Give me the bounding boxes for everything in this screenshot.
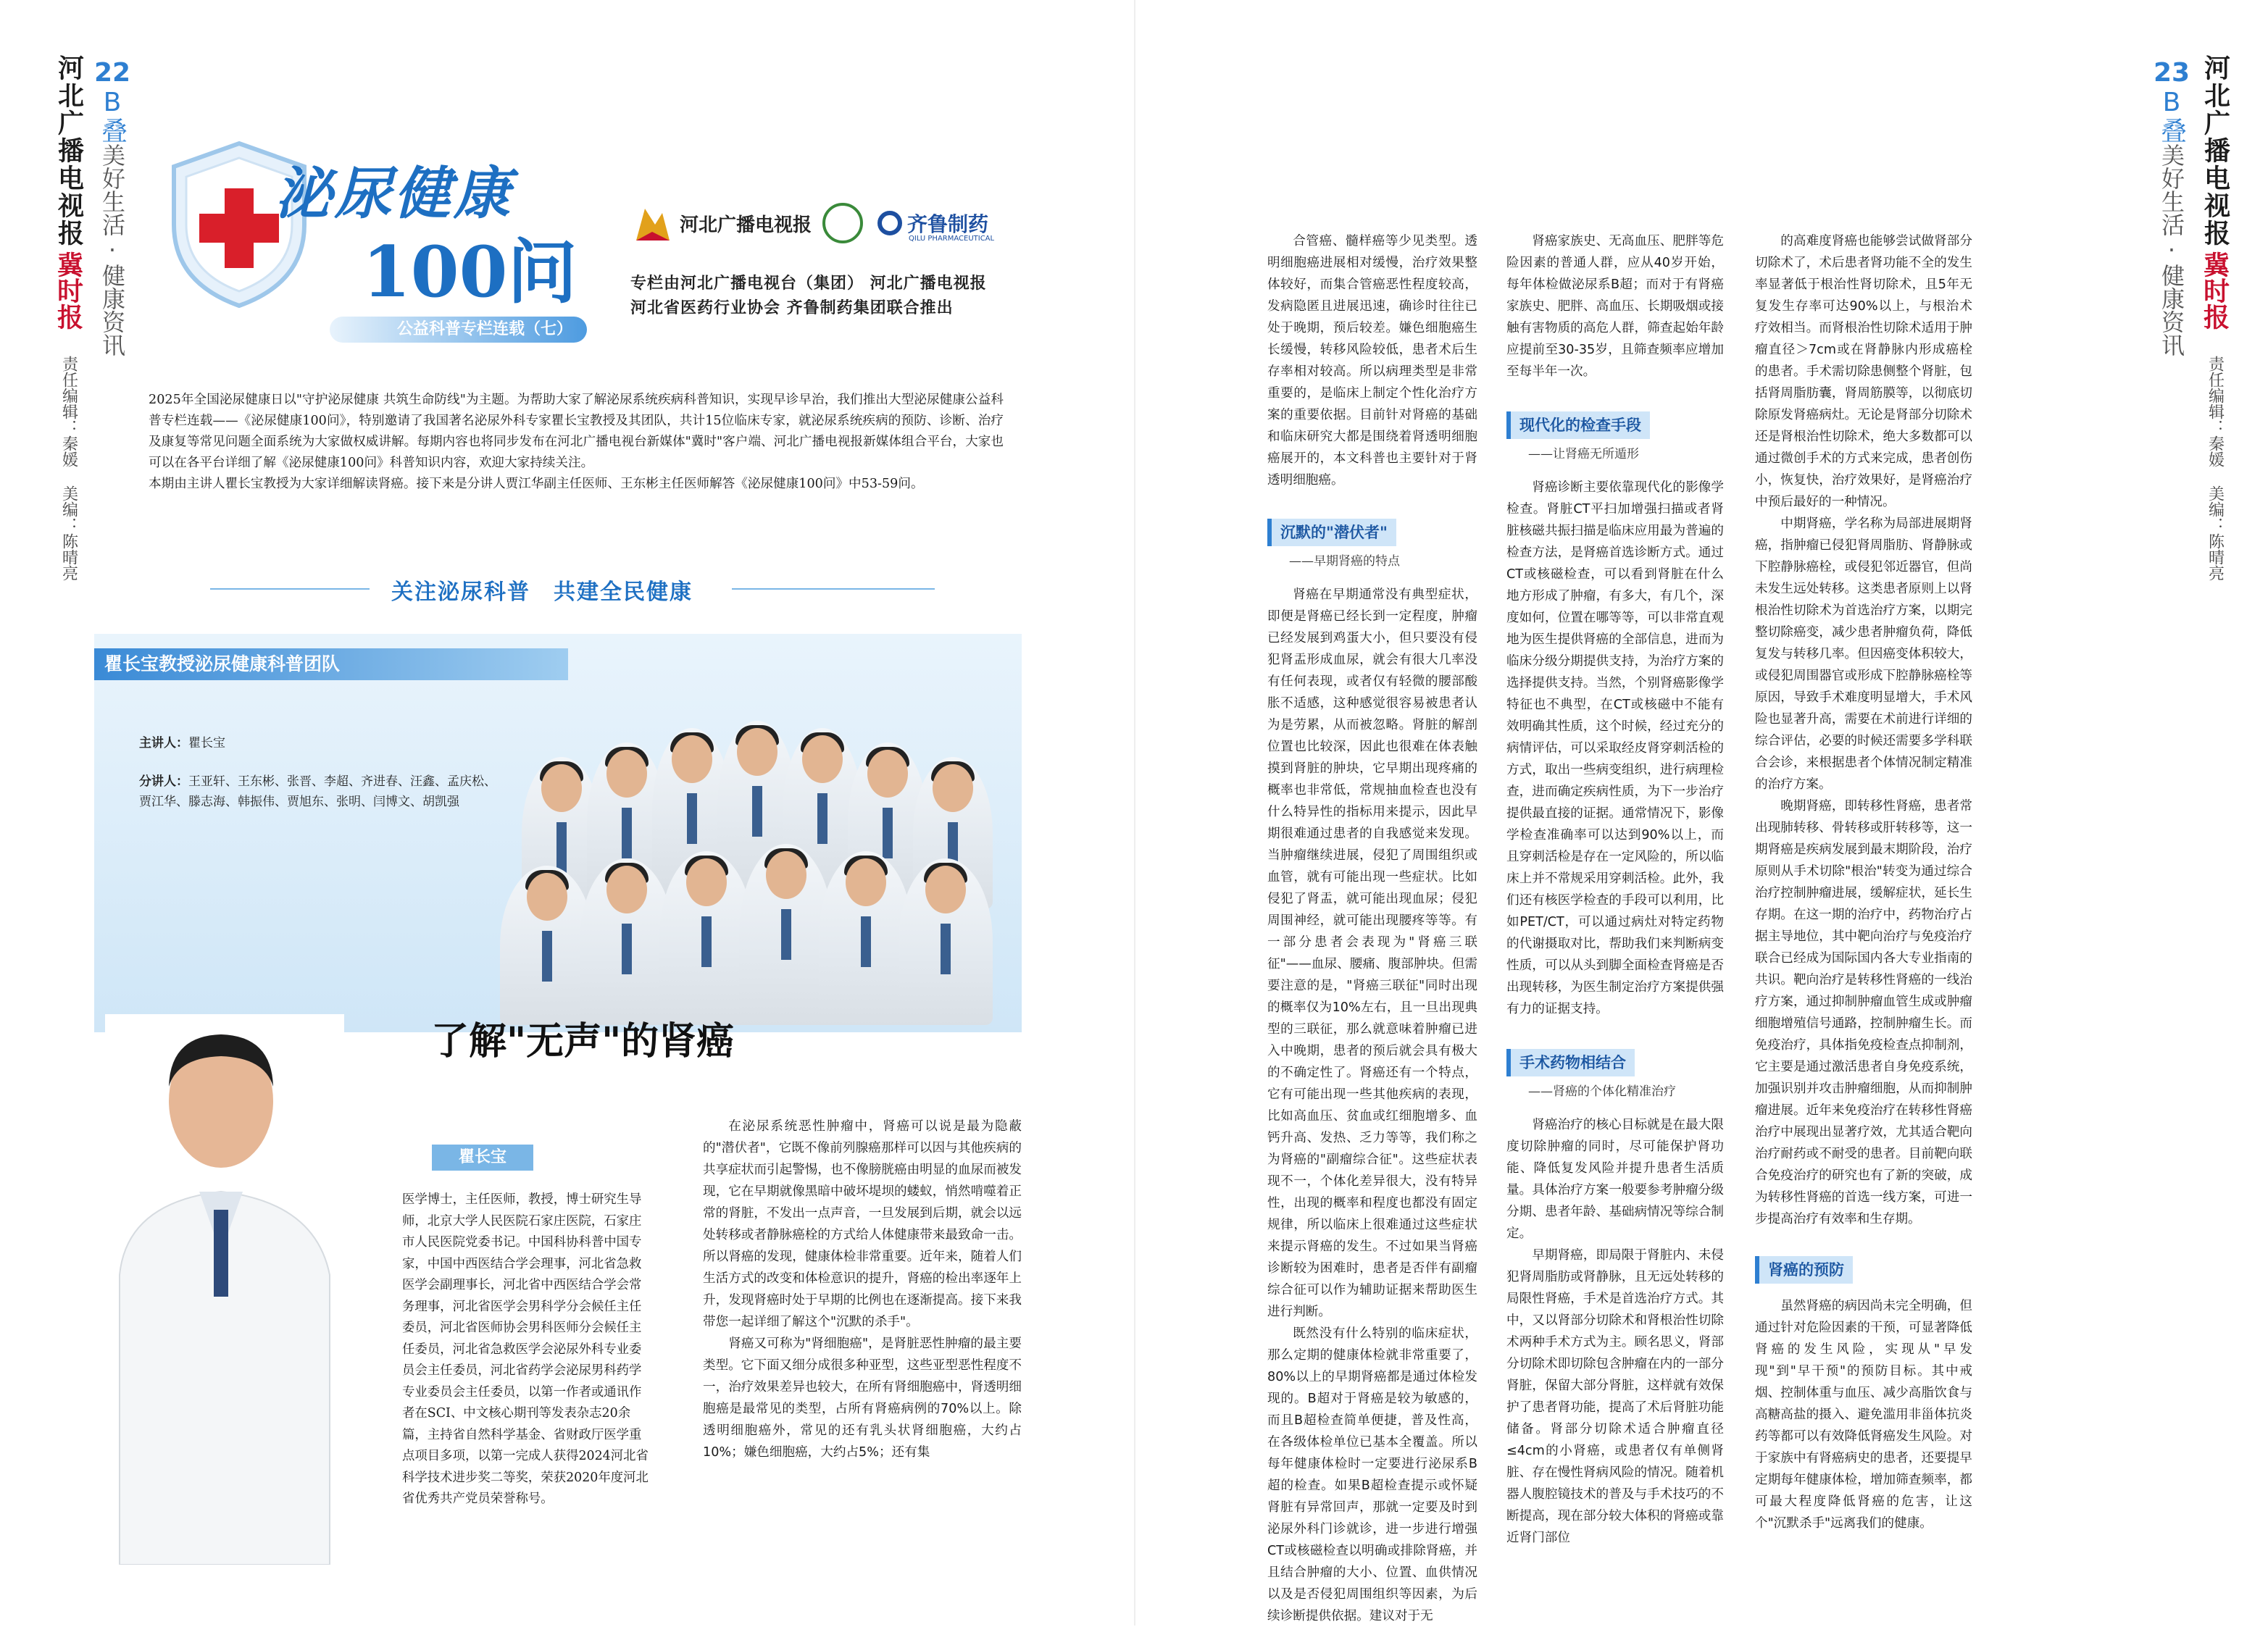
section-title: 沉默的"潜伏者" — [1267, 519, 1396, 546]
right-page — [1134, 0, 2268, 1626]
speaker-label: 主讲人： — [139, 736, 188, 750]
section3-paragraph: 肾癌治疗的核心目标就是在最大限度切除肿瘤的同时，尽可能保护肾功能、降低复发风险并提升患者生活质量。具体治疗方案一般要参考肿瘤分级分期、患者年龄、基础病情况等综合制定。 — [1506, 1118, 1724, 1241]
column4-paragraph: 晚期肾癌，即转移性肾癌，患者常出现肺转移、骨转移或肝转移等，这一期肾癌是疾病发展到最末期阶段，治疗原则从手术切除"根治"转变为通过综合治疗控制肿瘤进展，缓解症状，延长生存期。在这一期的治疗中，药物治疗占据主导地位，其中靶向治疗与免疫治疗联合已经成为国际国内各大专业指南的共识。靶向治疗是转移性肾癌的一线治疗方案，通过抑制肿瘤血管生成或肿瘤细胞增殖信号通路，控制肿瘤生长。而免疫治疗，具体指免疫检查点抑制剂，它主要是通过激活患者自身免疫系统，加强识别并攻击肿瘤细胞，从而抑制肿瘤进展。近年来免疫治疗在转移性肾癌治疗中展现出显著疗效，尤其适合靶向治疗耐药或不耐受的患者。目前靶向联合免疫治疗的研究也有了新的突破，成为转移性肾癌的首选一线方案，可进一步提高治疗有效率和生存期。 — [1755, 799, 1972, 1226]
team-group-photo — [500, 648, 1007, 1025]
slogan-divider-left — [210, 588, 370, 590]
station-logo-icon — [630, 203, 674, 246]
column2-paragraph: 合管癌、髓样癌等少见类型。透明细胞癌进展相对缓慢，治疗效果整体较好，而集合管癌恶性程度较高，发病隐匿且进展迅速，确诊时往往已处于晚期，预后较差。嫌色细胞癌生长缓慢，转移风险较低，患者术后生存率相对较高。所以病理类型是非常重要的，是临床上制定个性化治疗方案的重要依据。目前针对肾癌的基础和临床研究大都是围绕着肾透明细胞癌展开的，本文科普也主要针对于肾透明细胞癌。 — [1267, 234, 1477, 488]
page-number: 22 — [93, 58, 131, 88]
team-member — [899, 858, 993, 1025]
article-column-1 — [703, 1116, 1022, 1463]
article-column-3 — [1506, 230, 1724, 1549]
section-subtitle: ——肾癌的个体化精准治疗 — [1528, 1084, 1676, 1099]
banner-title: 泌尿健康 — [275, 161, 514, 227]
sponsor-line2: 河北省医药行业协会 齐鲁制药集团联合推出 — [630, 299, 954, 317]
series-tag: 公益科普专栏连载（七） — [330, 317, 587, 343]
section3-paragraph: 早期肾癌，即局限于肾脏内、未侵犯肾周脂肪或肾静脉，且无远处转移的局限性肾癌，手术是首选治疗方式。其中，又以肾部分切除术和肾根治性切除术两种手术方式为主。顾名思义，肾部分切除术即切除包含肿瘤在内的一部分肾脏，保留大部分肾脏，这样就有效保护了患者肾功能，提高了术后肾脏功能储备。肾部分切除术适合肿瘤直径≤4cm的小肾癌，或患者仅有单侧肾脏、存在慢性肾病风险的情况。随着机器人腹腔镜技术的普及与手术技巧的不断提高，现在部分较大体积的肾癌或靠近肾门部位 — [1506, 1248, 1724, 1545]
author-name-tag: 瞿长宝 — [432, 1145, 533, 1171]
masthead-logo: 冀时报 — [2199, 251, 2230, 330]
section2-paragraph: 肾癌诊断主要依靠现代化的影像学检查。肾脏CT平扫加增强扫描或者肾脏核磁共振扫描是临床应用最为普遍的检查方法，是肾癌首选诊断方式。通过CT或核磁检查，可以看到肾脏在什么地方形成了肿瘤，有多大，有几个，深度如何，位置在哪等等，可以非常直观地为医生提供肾癌的全部信息，进而为临床分级分期提供支持，为治疗方案的选择提供支持。当然，个别肾癌影像学特征也不典型，在CT或核磁中不能有效明确其性质，这个时候，经过充分的病情评估，可以采取经皮肾穿刺活检的方式，取出一些病变组织，进行病理检查，进而确定疾病性质，为下一步治疗提供最直接的证据。通常情况下，影像学检查准确率可以达到90%以上，而且穿刺活检是存在一定风险的，所以临床上并不常规采用穿刺活检。此外，我们还有核医学检查的手段可以利用，比如PET/CT，可以通过病灶对特定药物的代谢摄取对比，帮助我们来判断病变性质，可以从头到脚全面检查肾癌是否出现转移，为医生制定治疗方案提供强有力的证据支持。 — [1506, 480, 1724, 1016]
column3-paragraph: 肾癌家族史、无高血压、肥胖等危险因素的普通人群，应从40岁开始，每年体检做泌尿系B超；而对于有肾癌家族史、肥胖、高血压、长期吸烟或接触有害物质的高危人群，筛查起始年龄应提前至30-35岁，且筛查频率应增加至每半年一次。 — [1506, 234, 1724, 379]
intro-block — [149, 390, 1004, 495]
section-heading-silent — [1267, 519, 1477, 546]
section-title: 肾癌的预防 — [1755, 1256, 1853, 1284]
sub-speakers-names: 王亚轩、王东彬、张晋、李超、齐进春、汪鑫、孟庆松、贾江华、滕志海、韩振伟、贾旭东、张明、闫博文、胡凯强 — [139, 774, 496, 809]
section4-paragraph: 虽然肾癌的病因尚未完全明确，但通过针对危险因素的干预，可显著降低肾癌的发生风险，实现从"早发现"到"早干预"的预防目标。其中戒烟、控制体重与血压、减少高脂饮食与高糖高盐的摄入、避免滥用非甾体抗炎药等都可以有效降低肾癌发生风险。对于家族中有肾癌病史的患者，还要提早定期每年健康体检，增加筛查频率，都可最大程度降低肾癌的危害，让这个"沉默杀手"远离我们的健康。 — [1755, 1299, 1972, 1531]
logo-qilu-en: QILU PHARMACEUTICAL — [909, 235, 995, 243]
masthead-name: 河北广播电视报 — [2200, 54, 2230, 247]
section-heading-prevention — [1755, 1256, 1972, 1284]
section-subtitle: ——早期肾癌的特点 — [1289, 554, 1400, 569]
author-photo — [105, 1014, 344, 1565]
masthead-name: 河北广播电视报 — [54, 54, 84, 247]
association-logo-icon — [822, 203, 863, 243]
section-heading-treatment — [1506, 1049, 1724, 1076]
author-bio: 医学博士，主任医师，教授，博士研究生导师，北京大学人民医院石家庄医院，石家庄市人民医院党委书记。中国科协科普中国专家，中国中西医结合学会理事，河北省急救医学会副理事长，河北省中西医结合学会常务理事，河北省医学会男科学分会候任主任委员，河北省医师协会男科医师分会候任主任委员，河北省急救医学会泌尿外科专业委员会主任委员，河北省药学会泌尿男科药学专业委员会主任委员，以第一作者或通讯作者在SCI、中文核心期刊等发表杂志20余篇，主持省自然科学基金、省财政厅医学重点项目多项，以第一完成人获得2024河北省科学技术进步奖二等奖，荣获2020年度河北省优秀共产党员荣誉称号。 — [402, 1192, 649, 1506]
team-header: 瞿长宝教授泌尿健康科普团队 — [94, 648, 568, 680]
masthead-logo: 冀时报 — [53, 251, 84, 330]
column1-paragraph: 肾癌又可称为"肾细胞癌"，是肾脏恶性肿瘤的最主要类型。它下面又细分成很多种亚型，这些亚型恶性程度不一，治疗效果差异也较大，在所有肾细胞癌中，肾透明细胞癌是最常见的类型，占所有肾癌病例的70%以上。除透明细胞癌外，常见的还有乳头状肾细胞癌，大约占10%；嫌色细胞癌，大约占5%；还有集 — [703, 1337, 1022, 1460]
column4-paragraph: 中期肾癌，学名称为局部进展期肾癌，指肿瘤已侵犯肾周脂肪、肾静脉或下腔静脉癌栓，或侵犯邻近器官，但尚未发生远处转移。这类患者原则上以肾根治性切除术为首选治疗方案，以期完整切除癌变，减少患者肿瘤负荷，降低复发与转移几率。但因癌变体积较大，或侵犯周围器官或形成下腔静脉癌栓等原因，导致手术难度明显增大，手术风险也显著升高，需要在术前进行详细的综合评估，必要的时候还需要多学科联合会诊，来根据患者个体情况制定精准的治疗方案。 — [1755, 516, 1972, 792]
editors-credit: 责任编辑：秦媛 美编：陈晴亮 — [2206, 356, 2225, 581]
section1-paragraph: 肾癌在早期通常没有典型症状，即便是肾癌已经长到一定程度，肿瘤已经发展到鸡蛋大小，但只要没有侵犯肾盂形成血尿，就会有很大几率没有任何表现，或者仅有轻微的腰部酸胀不适感，这种感觉很容易被患者认为是劳累，从而被忽略。肾脏的解剖位置也比较深，因此也很难在体表触摸到肾脏的肿块，它早期出现疼痛的概率也非常低，常规抽血检查也没有什么特异性的指标用来提示，因此早期很难通过患者的自我感觉来发现。当肿瘤继续进展，侵犯了周围组织或血管，就有可能出现一些症状。比如侵犯了肾盂，就可能出现血尿；侵犯周围神经，就可能出现腰疼等等。有一部分患者会表现为"肾癌三联征"——血尿、腰痛、腹部肿块。但需要注意的是，"肾癌三联征"同时出现的概率仅为10%左右，且一旦出现典型的三联征，那么就意味着肿瘤已进入中晚期，患者的预后就会具有极大的不确定性了。肾癌还有一个特点，它有可能出现一些其他疾病的表现，比如高血压、贫血或红细胞增多、血钙升高、发热、乏力等等，我们称之为肾癌的"副瘤综合征"。这些症状表现不一，个体化差异很大，没有特异性，出现的概率和程度也都没有固定规律，所以临床上很难通过这些症状来提示肾癌的发生。不过如果当肾癌诊断较为困难时，患者是否伴有副瘤综合征可以作为辅助证据来帮助医生进行判断。 — [1267, 587, 1477, 1319]
column1-paragraph: 在泌尿系统恶性肿瘤中，肾癌可以说是最为隐蔽的"潜伏者"，它既不像前列腺癌那样可以因与其他疾病的共享症状而引起警惕，也不像膀胱癌由明显的血尿而被发现，它在早期就像黑暗中破坏堤坝的蝼蚁，悄然啃噬着正常的肾脏，不发出一点声音，一旦发展到后期，就会以远处转移或者静脉癌栓的方式给人体健康带来最致命一击。所以肾癌的发现，健康体检非常重要。近年来，随着人们生活方式的改变和体检意识的提升，肾癌的检出率逐年上升，发现肾癌时处于早期的比例也在逐渐提高。接下来我带您一起详细了解这个"沉默的杀手"。 — [703, 1119, 1022, 1329]
section-subtitle: ——让肾癌无所遁形 — [1528, 447, 1639, 461]
slogan: 关注泌尿科普 共建全民健康 — [391, 580, 693, 605]
section-label: 美好生活·健康资讯 — [2158, 143, 2185, 356]
intro-paragraph-1: 2025年全国泌尿健康日以"守护泌尿健康 共筑生命防线"为主题。为帮助大家了解泌尿系统疾病科普知识，实现早诊早治，我们推出大型泌尿健康公益科普专栏连载——《泌尿健康100问》，特别邀请了我国著名泌尿外科专家瞿长宝教授及其团队，共计15位临床专家，就泌尿系统疾病的预防、诊断、治疗及康复等常见问题全面系统为大家做权威讲解。每期内容也将同步发布在河北广播电视台新媒体"冀时"客户端、河北广播电视报新媒体组合平台，大家也可以在各平台详细了解《泌尿健康100问》科普知识内容，欢迎大家持续关注。 — [149, 393, 1004, 470]
edition-label: B叠 — [97, 88, 128, 143]
page-number: 23 — [2153, 58, 2190, 88]
sponsor-line1: 专栏由河北广播电视台（集团） 河北广播电视报 — [630, 275, 987, 293]
section-title: 现代化的检查手段 — [1506, 411, 1650, 439]
editors-credit: 责任编辑：秦媛 美编：陈晴亮 — [59, 356, 78, 581]
article-column-4 — [1755, 230, 1972, 1534]
article-title: 了解"无声"的肾癌 — [431, 1019, 735, 1063]
qilu-logo-icon — [877, 210, 903, 236]
intro-paragraph-2: 本期由主讲人瞿长宝教授为大家详细解读肾癌。接下来是分讲人贾江华副主任医师、王东彬主任医师解答《泌尿健康100问》中53-59问。 — [149, 477, 924, 491]
team-speaker-line — [139, 732, 225, 750]
left-page — [0, 0, 1134, 1626]
left-section-strip — [87, 58, 138, 356]
section-title: 手术药物相结合 — [1506, 1049, 1635, 1076]
section-label: 美好生活·健康资讯 — [99, 143, 126, 356]
speaker-name: 瞿长宝 — [188, 736, 225, 750]
section-heading-exam — [1506, 411, 1724, 439]
article-column-2 — [1267, 230, 1477, 1627]
logo-station-name: 河北广播电视报 — [680, 214, 812, 236]
team-card — [94, 634, 1022, 1032]
slogan-divider-right — [732, 588, 935, 590]
team-sub-speakers — [139, 771, 501, 812]
banner-title-number: 100问 — [362, 231, 578, 313]
right-masthead-strip — [2190, 54, 2240, 581]
edition-label: B叠 — [2156, 88, 2187, 143]
logo-qilu-name: 齐鲁制药 — [907, 212, 989, 236]
column4-paragraph: 的高难度肾癌也能够尝试做肾部分切除术了，术后患者肾功能不全的发生率显著低于根治性肾切除术，且5年无复发生存率可达90%以上，与根治术疗效相当。而肾根治性切除术适用于肿瘤直径＞7cm或在肾静脉内形成癌栓的患者。手术需切除患侧整个肾脏，包括肾周脂肪囊，肾周筋膜等，以彻底切除原发肾癌病灶。无论是肾部分切除术还是肾根治性切除术，绝大多数都可以通过微创手术的方式来完成，患者创伤小，恢复快，治疗效果好，是肾癌治疗中预后最好的一种情况。 — [1755, 234, 1972, 509]
sub-speakers-label: 分讲人： — [139, 774, 188, 789]
section1-paragraph: 既然没有什么特别的临床症状，那么定期的健康体检就非常重要了，80%以上的早期肾癌都是通过体检发现的。B超对于肾癌是较为敏感的，而且B超检查简单便捷，普及性高，在各级体检单位已基本全覆盖。所以每年健康体检时一定要进行泌尿系B超的检查。如果B超检查提示或怀疑肾脏有异常回声，那就一定要及时到泌尿外科门诊就诊，进一步进行增强CT或核磁检查以明确或排除肾癌，并且结合肿瘤的大小、位置、血供情况以及是否侵犯周围组织等因素，为后续诊断提供依据。建议对于无 — [1267, 1326, 1477, 1623]
